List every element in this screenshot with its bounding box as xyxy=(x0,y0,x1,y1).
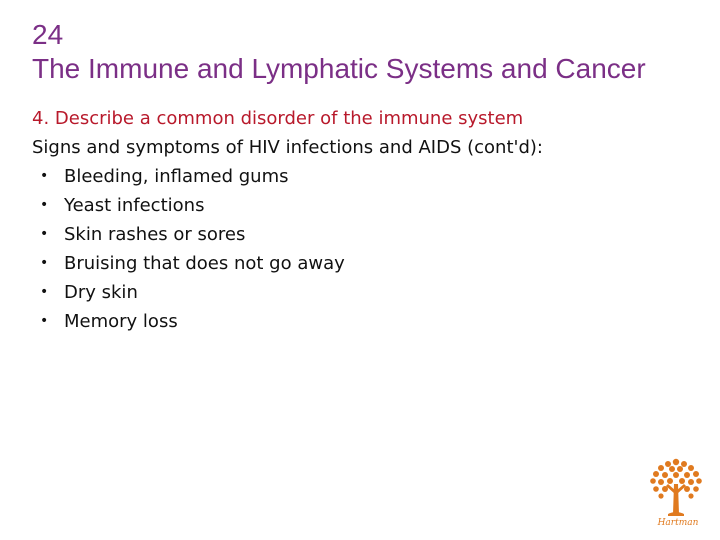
intro-text: Signs and symptoms of HIV infections and AIDS (cont'd): xyxy=(32,137,543,158)
chapter-number: 24 xyxy=(32,19,64,50)
list-item-text: Skin rashes or sores xyxy=(64,224,246,245)
bullet-icon: • xyxy=(40,313,49,329)
bullet-icon: • xyxy=(40,284,49,300)
list-item-text: Bruising that does not go away xyxy=(64,253,345,274)
chapter-title: The Immune and Lymphatic Systems and Cancer xyxy=(32,53,646,84)
list-item-text: Dry skin xyxy=(64,282,138,303)
list-item xyxy=(32,249,543,278)
list-item xyxy=(32,220,543,249)
bullet-icon: • xyxy=(40,226,49,242)
slide-content xyxy=(32,104,543,336)
tree-icon xyxy=(650,459,702,516)
logo-wordmark: Hartman xyxy=(657,518,699,528)
bullet-icon: • xyxy=(40,168,49,184)
symptom-list xyxy=(32,162,543,336)
list-item-text: Bleeding, inflamed gums xyxy=(64,166,289,187)
list-item-text: Yeast infections xyxy=(64,195,205,216)
slide-title xyxy=(32,18,646,86)
list-item xyxy=(32,162,543,191)
learning-objective: 4. Describe a common disorder of the immune system xyxy=(32,108,524,129)
list-item-text: Memory loss xyxy=(64,311,178,332)
list-item xyxy=(32,278,543,307)
list-item xyxy=(32,307,543,336)
list-item xyxy=(32,191,543,220)
bullet-icon: • xyxy=(40,197,49,213)
bullet-icon: • xyxy=(40,255,49,271)
